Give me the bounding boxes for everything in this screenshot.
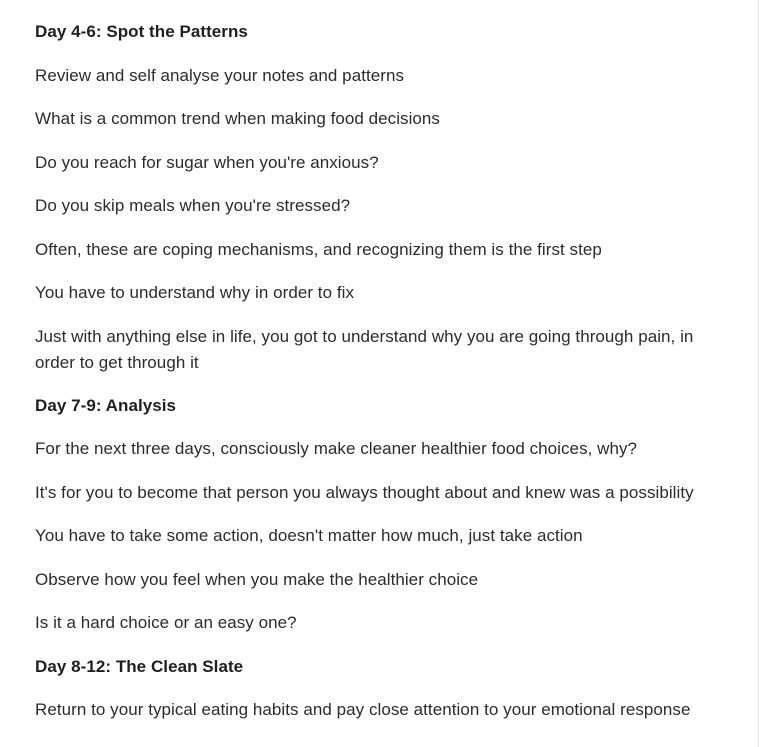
paragraph: Do you reach for sugar when you're anxious? <box>35 153 379 172</box>
paragraph: What is a common trend when making food decisions <box>35 109 440 128</box>
section-heading: Day 7-9: Analysis <box>35 396 177 415</box>
paragraph: Observe how you feel when you make the healthier choice <box>35 570 479 589</box>
paragraph: It's for you to become that person you always thought about and knew was a possibility <box>35 483 694 502</box>
section-heading: Day 4-6: Spot the Patterns <box>35 22 248 41</box>
paragraph: Often, these are coping mechanisms, and recognizing them is the first step <box>35 240 602 259</box>
paragraph: You have to take some action, doesn't matter how much, just take action <box>35 526 583 545</box>
paragraph: Review and self analyse your notes and patterns <box>35 66 405 85</box>
paragraph: Do you skip meals when you're stressed? <box>35 196 351 215</box>
paragraph: Just with anything else in life, you got to understand why you are going through pain, in order to get through it <box>35 327 694 372</box>
paragraph: You have to understand why in order to fix <box>35 283 355 302</box>
section-heading: Day 8-12: The Clean Slate <box>35 657 244 676</box>
paragraph: Return to your typical eating habits and pay close attention to your emotional response <box>35 700 691 719</box>
paragraph: Is it a hard choice or an easy one? <box>35 613 297 632</box>
paragraph: For the next three days, consciously make cleaner healthier food choices, why? <box>35 439 638 458</box>
